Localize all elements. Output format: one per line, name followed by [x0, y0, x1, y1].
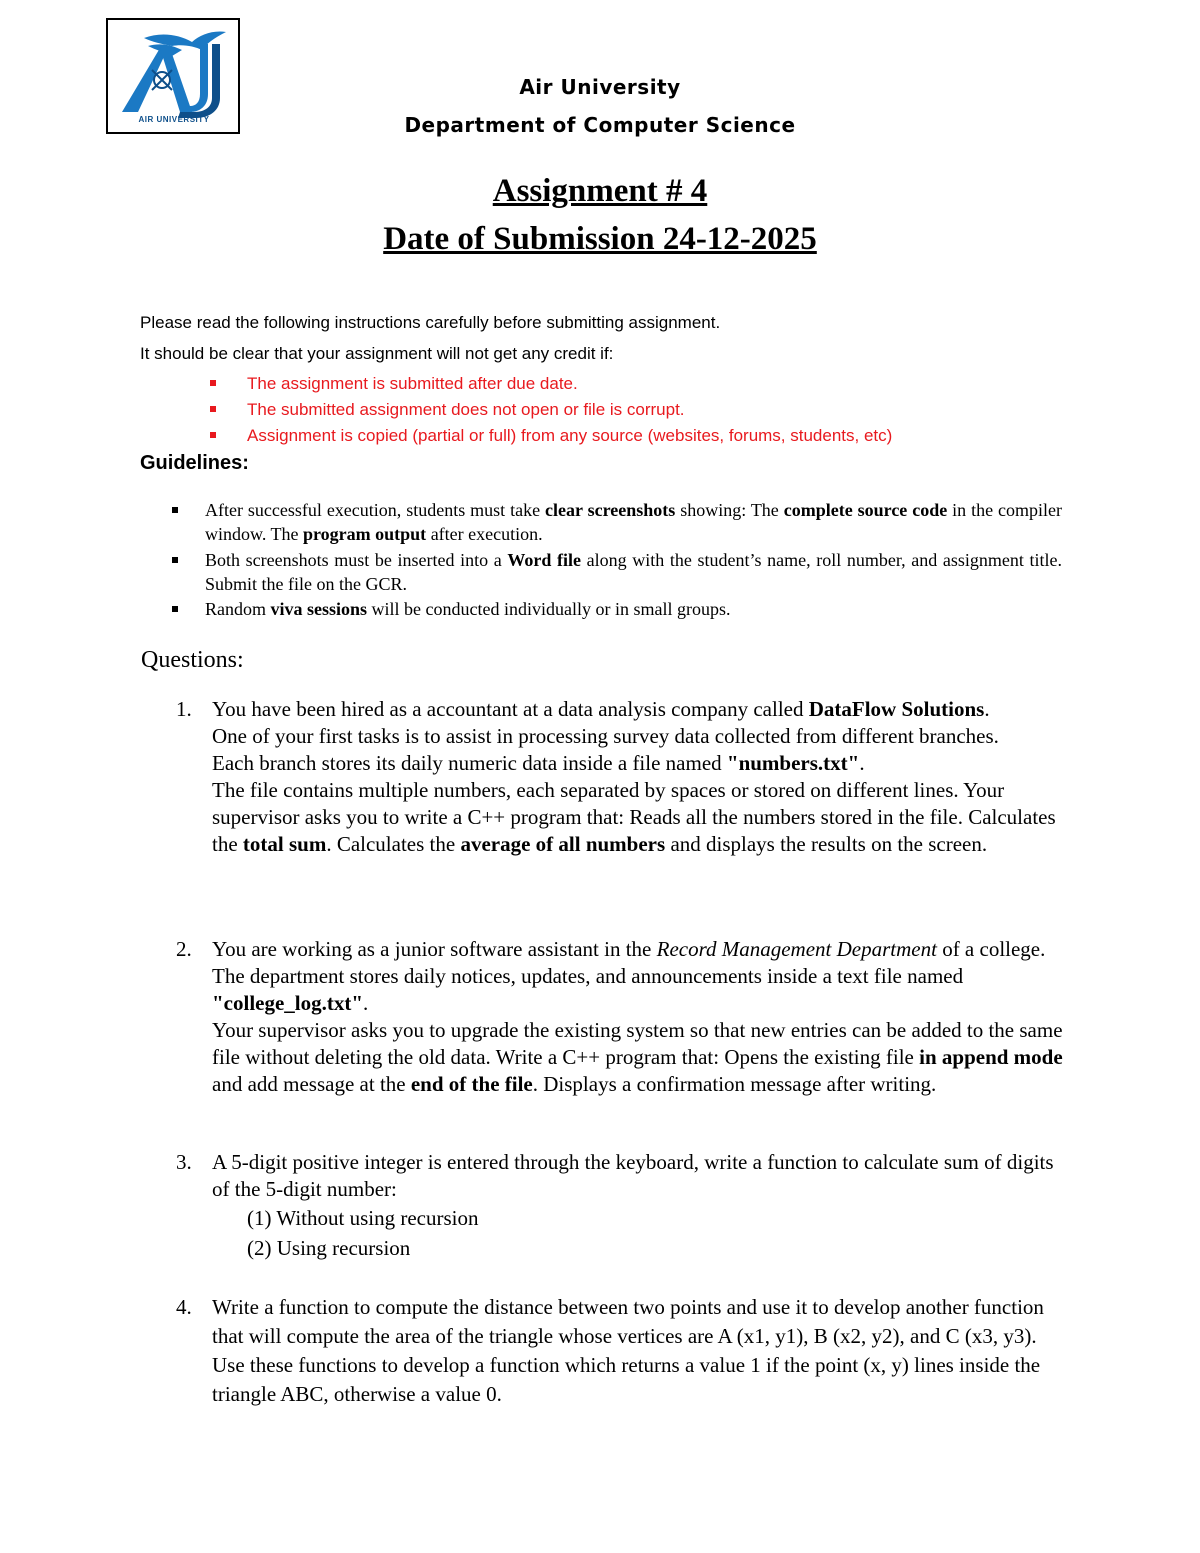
- department-name: Department of Computer Science: [404, 113, 796, 137]
- bullet-icon: [210, 380, 216, 386]
- question-number: 4.: [176, 1295, 192, 1319]
- question-number: 3.: [176, 1150, 192, 1174]
- sub-option: (2) Using recursion: [247, 1236, 411, 1260]
- question-number: 2.: [176, 937, 192, 961]
- bullet-icon: [210, 432, 216, 438]
- logo-caption: AIR UNIVERSITY: [138, 115, 210, 124]
- instruction-line-2: It should be clear that your assignment will not get any credit if:: [140, 344, 614, 363]
- assignment-title: Assignment # 4: [492, 173, 708, 209]
- submission-date: Date of Submission 24-12-2025: [383, 221, 817, 257]
- bullet-icon: [172, 507, 178, 513]
- bullet-icon: [210, 406, 216, 412]
- bullet-icon: [172, 606, 178, 612]
- sub-option: (1) Without using recursion: [247, 1206, 479, 1230]
- bullet-icon: [172, 557, 178, 563]
- instruction-line-1: Please read the following instructions carefully before submitting assignment.: [140, 313, 721, 332]
- question-number: 1.: [176, 697, 192, 721]
- guidelines-heading: Guidelines:: [140, 452, 249, 474]
- questions-heading: Questions:: [141, 647, 244, 673]
- university-name: Air University: [519, 75, 681, 99]
